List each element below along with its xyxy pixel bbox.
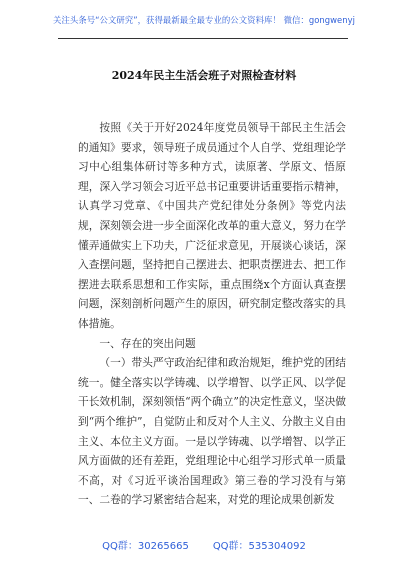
footer-contact xyxy=(0,537,408,552)
header-ad-text: 关注头条号“公文研究”，获得最新最全最专业的公文资料库！ 微信：gongwenyj xyxy=(53,15,355,25)
header-rule xyxy=(58,38,348,39)
footer-qq-group-1: QQ群：30265665 xyxy=(102,541,189,552)
paragraph-intro: 按照《关于开好2024年度党员领导干部民主生活会的通知》要求，领导班子成员通过个人自学、党组理论学习中心组集体研讨等多种方式，读原著、学原文、悟原理，深入学习领会习近平总书记重要讲话重要指示精神，认真学习党章、《中国共产党纪律处分条例》等党内法规，深刻领会进一步全面深化改革的重大意义，努力在学懂弄通做实上下功夫，广泛征求意见，开展谈心谈话，深入查摆问题，坚持把自己摆进去、把职责摆进去、把工作摆进去联系思想和工作实际，重点围绕x个方面认真查摆问题，深刻剖析问题产生的原因，研究制定整改落实的具体措施。 xyxy=(78,121,346,330)
section-heading: 一、存在的突出问题 xyxy=(99,336,196,350)
paragraph-section-1: （一）带头严守政治纪律和政治规矩，维护党的团结统一。健全落实以学铸魂、以学增智、以学正风、以学促干长效机制，深刻领悟“两个确立”的决定性意义，坚决做到“两个维护”，自觉防止和反对个人主义、分散主义自由主义、本位主义方面。一是以学铸魂、以学增智、以学正风方面做的还有差距，党组理论中心组学习形式单一质量不高，对《习近平谈治国理政》第三卷的学习没有与第一、二卷的学习紧密结合起来，对党的理论成果创新发 xyxy=(78,356,346,507)
footer-qq-group-2: QQ群：535304092 xyxy=(212,541,306,552)
document-body xyxy=(78,118,346,510)
document-title: 2024年民主生活会班子对照检查材料 xyxy=(111,69,297,82)
